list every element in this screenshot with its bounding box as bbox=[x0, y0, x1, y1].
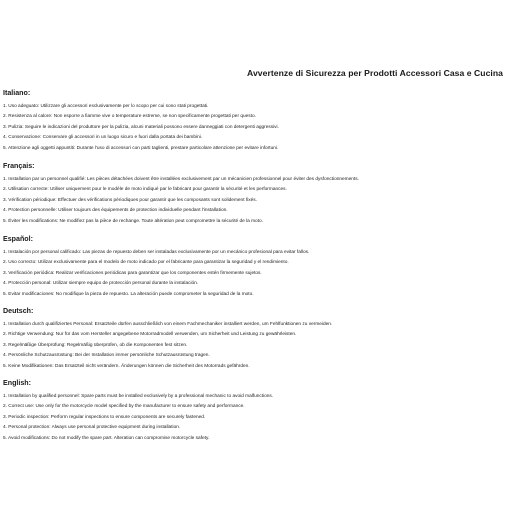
section-espanol bbox=[3, 235, 503, 300]
section-deutsch bbox=[3, 307, 503, 372]
list-item: 4. Protección personal: Utilizar siempre equipo de protección personal durante la instalación. bbox=[3, 281, 199, 287]
list-item: 2. Richtige Verwendung: Nur für das vom Hersteller angegebene Motorradmodell verwenden, um Sicherheit und Leistung zu gewährleisten. bbox=[3, 332, 297, 338]
list-item: 3. Pulizia: Seguire le indicazioni del produttore per la pulizia, alcuni materiali possono essere danneggiati con detergenti aggressivi. bbox=[3, 124, 279, 130]
list-item: 2. Uso correcto: Utilizar exclusivamente para el modelo de moto indicado por el fabricante para garantizar la seguridad y el rendimiento. bbox=[3, 260, 289, 266]
list-item: 3. Regelmäßige Überprüfung: Regelmäßig überprüfen, ob die Komponenten fest sitzen. bbox=[3, 342, 188, 348]
section-english bbox=[3, 379, 503, 444]
list-item: 3. Vérification périodique: Effectuer des vérifications périodiques pour garantir que les composants sont solidement fixés. bbox=[3, 197, 257, 203]
list-item: 5. Attenzione agli oggetti appuntiti: Durante l'uso di accessori con parti taglienti, prestare particolare attenzione per evitare infortuni. bbox=[3, 145, 279, 151]
list-item: 4. Persönliche Schutzausrüstung: Bei der Installation immer persönliche Schutzausrüstung tragen. bbox=[3, 353, 210, 359]
section-heading: Español: bbox=[3, 235, 33, 243]
section-heading: English: bbox=[3, 379, 31, 387]
section-heading: Français: bbox=[3, 162, 35, 170]
list-item: 1. Installation par un personnel qualifié: Les pièces détachées doivent être installées exclusivement par un mécanicien professionnel pour éviter des dysfonctionnements. bbox=[3, 177, 359, 182]
section-italiano bbox=[3, 89, 503, 154]
list-item: 1. Instalación por personal calificado: Las piezas de repuesto deben ser instaladas exclusivamente por un mecánico profesional para evitar fallos. bbox=[3, 250, 310, 255]
list-item: 4. Conservazione: Conservare gli accessori in un luogo sicuro e fuori dalla portata dei bambini. bbox=[3, 135, 203, 141]
list-item: 3. Verificación periódica: Realizar verificaciones periódicas para garantizar que los componentes estén firmemente sujetos. bbox=[3, 270, 262, 276]
list-item: 5. Avoid modifications: Do not modify the spare part. Alteration can compromise motorcycle safety. bbox=[3, 435, 210, 441]
document-title: Avvertenze di Sicurezza per Prodotti Accessori Casa e Cucina bbox=[247, 68, 503, 78]
list-item: 5. Éviter les modifications: Ne modifiez pas la pièce de rechange. Toute altération peut compromettre la sécurité de la moto. bbox=[3, 218, 263, 224]
list-item: 2. Resistenza al calore: Non esporre a fiamme vive o temperature estreme, se non specificamente progettati per questo. bbox=[3, 114, 256, 120]
list-item: 3. Periodic inspection: Perform regular inspections to ensure components are securely fastened. bbox=[3, 414, 206, 420]
list-item: 4. Personal protection: Always use personal protective equipment during installation. bbox=[3, 425, 181, 431]
list-item: 4. Protection personnelle: Utiliser toujours des équipements de protection individuelle pendant l'installation. bbox=[3, 208, 228, 214]
list-item: 5. Keine Modifikationen: Das Ersatzteil nicht verändern. Änderungen können die Sicherheit des Motorrads gefährden. bbox=[3, 363, 250, 369]
list-item: 1. Installation by qualified personnel: Spare parts must be installed exclusively by a professional mechanic to avoid malfunctions. bbox=[3, 394, 274, 399]
list-item: 1. Uso adeguato: Utilizzare gli accessori esclusivamente per lo scopo per cui sono stati progettati. bbox=[3, 104, 209, 109]
list-item: 2. Correct use: Use only for the motorcycle model specified by the manufacturer to ensure safety and performance. bbox=[3, 404, 245, 410]
section-heading: Italiano: bbox=[3, 89, 31, 97]
section-heading: Deutsch: bbox=[3, 307, 34, 315]
list-item: 5. Evitar modificaciones: No modifique la pieza de repuesto. La alteración puede comprometer la seguridad de la moto. bbox=[3, 291, 254, 297]
list-item: 1. Installation durch qualifiziertes Personal: Ersatzteile dürfen ausschließlich von einem Fachmechaniker installiert werden, um Fehlfunktionen zu vermeiden. bbox=[3, 322, 333, 327]
section-francais bbox=[3, 162, 503, 227]
list-item: 2. Utilisation correcte: Utiliser uniquement pour le modèle de moto indiqué par le fabricant pour garantir la sécurité et les performances. bbox=[3, 187, 287, 193]
